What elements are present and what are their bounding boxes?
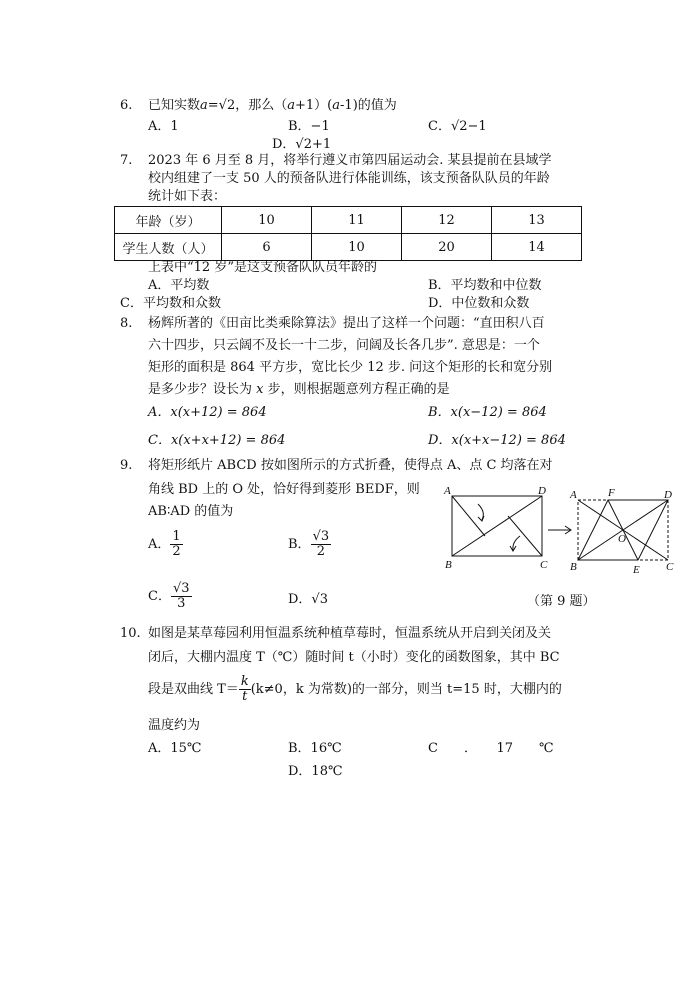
q9-stem-line3: AB∶AD 的值为 xyxy=(148,504,234,519)
q9-option-c: C． $\frac{√3}{3}$ xyxy=(148,581,190,611)
q10-stem-line4: 温度约为 xyxy=(148,718,201,733)
q6-option-d: D．√2+1 xyxy=(272,137,332,152)
label-B-left: B xyxy=(445,559,452,571)
right-fold-c xyxy=(623,530,668,560)
label-C-left: C xyxy=(540,559,548,571)
q10-option-c: C ． 17 ℃ xyxy=(428,741,554,756)
q8-number: 8. xyxy=(120,316,133,331)
table-cell: 6 xyxy=(222,234,312,261)
q7-stem-line2: 校内组建了一支 50 人的预备队进行体能训练，该支预备队队员的年龄 xyxy=(148,171,550,186)
q9-stem-line1: 将矩形纸片 ABCD 按如图所示的方式折叠，使得点 A、点 C 均落在对 xyxy=(148,458,553,473)
q8-option-b: B．x(x−12) = 864 xyxy=(428,405,547,420)
label-D-left: D xyxy=(538,485,546,497)
table-row xyxy=(115,207,582,234)
q7-stem-line3: 统计如下表： xyxy=(148,189,227,204)
q6-number: 6. xyxy=(120,98,133,113)
label-E-right: E xyxy=(633,564,640,576)
q8-stem-line3: 矩形的面积是 864 平方步，宽比长少 12 步. 问这个矩形的长和宽分别 xyxy=(148,360,553,375)
q10-option-d: D．18℃ xyxy=(288,764,343,779)
q6-option-a: A．1 xyxy=(148,119,179,134)
q10-option-b: B．16℃ xyxy=(288,741,342,756)
q10-option-a: A．15℃ xyxy=(148,741,202,756)
q6-option-b: B．−1 xyxy=(288,119,330,134)
table-header-age: 年龄（岁） xyxy=(115,207,222,234)
label-O-right: O xyxy=(618,533,626,545)
label-A-left: A xyxy=(444,485,451,497)
label-A-right: A xyxy=(570,489,577,501)
q8-option-c: C．x(x+x+12) = 864 xyxy=(148,433,286,448)
q7-stem-line4: 上表中“12 岁”是这支预备队队员年龄的 xyxy=(148,260,377,275)
table-cell: 10 xyxy=(312,234,402,261)
q7-number: 7. xyxy=(120,153,133,168)
q10-number: 10. xyxy=(120,626,141,641)
q9-stem-line2: 角线 BD 上的 O 处，恰好得到菱形 BEDF，则 xyxy=(148,482,420,497)
q8-stem-line1: 杨辉所著的《田亩比类乘除算法》提出了这样一个问题：“直田积八百 xyxy=(148,316,545,331)
q8-stem-line2: 六十四步，只云阔不及长一十二步，问阔及长各几步”. 意思是：一个 xyxy=(148,338,540,353)
q9-figure-caption: （第 9 题） xyxy=(527,594,596,609)
q10-stem-line2: 闭后，大棚内温度 T（℃）随时间 t（小时）变化的函数图象，其中 BC xyxy=(148,650,560,665)
q10-stem-line3: 段是双曲线 T＝ $\frac{k}{t}$ (k≠0，k 为常数)的一部分，则当 t=15 时，大棚内的 xyxy=(148,674,562,704)
q7-option-c: C．平均数和众数 xyxy=(120,296,221,311)
q7-stem-line1: 2023 年 6 月至 8 月，将举行遵义市第四届运动会. 某县提前在县域学 xyxy=(148,153,552,168)
q8-stem-line4: 是多少步？设长为 x 步，则根据题意列方程正确的是 xyxy=(148,382,450,397)
q9-option-a: A． $\frac{1}{2}$ xyxy=(148,529,181,559)
q7-option-d: D．中位数和众数 xyxy=(428,296,530,311)
q9-option-d: D．√3 xyxy=(288,592,328,607)
q8-option-d: D．x(x+x−12) = 864 xyxy=(428,433,566,448)
q9-fold-figure xyxy=(440,484,680,584)
fold-arrow-bottom xyxy=(513,536,520,550)
q9-number: 9. xyxy=(120,458,133,473)
table-header-count: 学生人数（人） xyxy=(115,234,222,261)
label-F-right: F xyxy=(608,487,615,499)
q9-option-b: B． $\frac{√3}{2}$ xyxy=(288,529,330,559)
table-row xyxy=(115,234,582,261)
right-fold-a xyxy=(578,500,623,530)
q7-option-a: A．平均数 xyxy=(148,278,210,293)
table-cell: 14 xyxy=(492,234,582,261)
q6-stem: 已知实数a=√2，那么（a+1）(a-1)的值为 xyxy=(148,98,397,113)
table-cell: 10 xyxy=(222,207,312,234)
q6-option-c: C．√2−1 xyxy=(428,119,487,134)
table-cell: 11 xyxy=(312,207,402,234)
q8-option-a: A．x(x+12) = 864 xyxy=(148,405,267,420)
age-table xyxy=(114,206,582,261)
label-B-right: B xyxy=(570,561,577,573)
label-C-right: C xyxy=(666,561,674,573)
table-cell: 20 xyxy=(402,234,492,261)
q7-option-b: B．平均数和中位数 xyxy=(428,278,542,293)
label-D-right: D xyxy=(664,489,672,501)
table-cell: 12 xyxy=(402,207,492,234)
left-diagonal-bd xyxy=(452,496,542,556)
q10-stem-line1: 如图是某草莓园利用恒温系统种植草莓时，恒温系统从开启到关闭及关 xyxy=(148,626,552,641)
left-fold-line-a xyxy=(452,496,485,536)
table-cell: 13 xyxy=(492,207,582,234)
